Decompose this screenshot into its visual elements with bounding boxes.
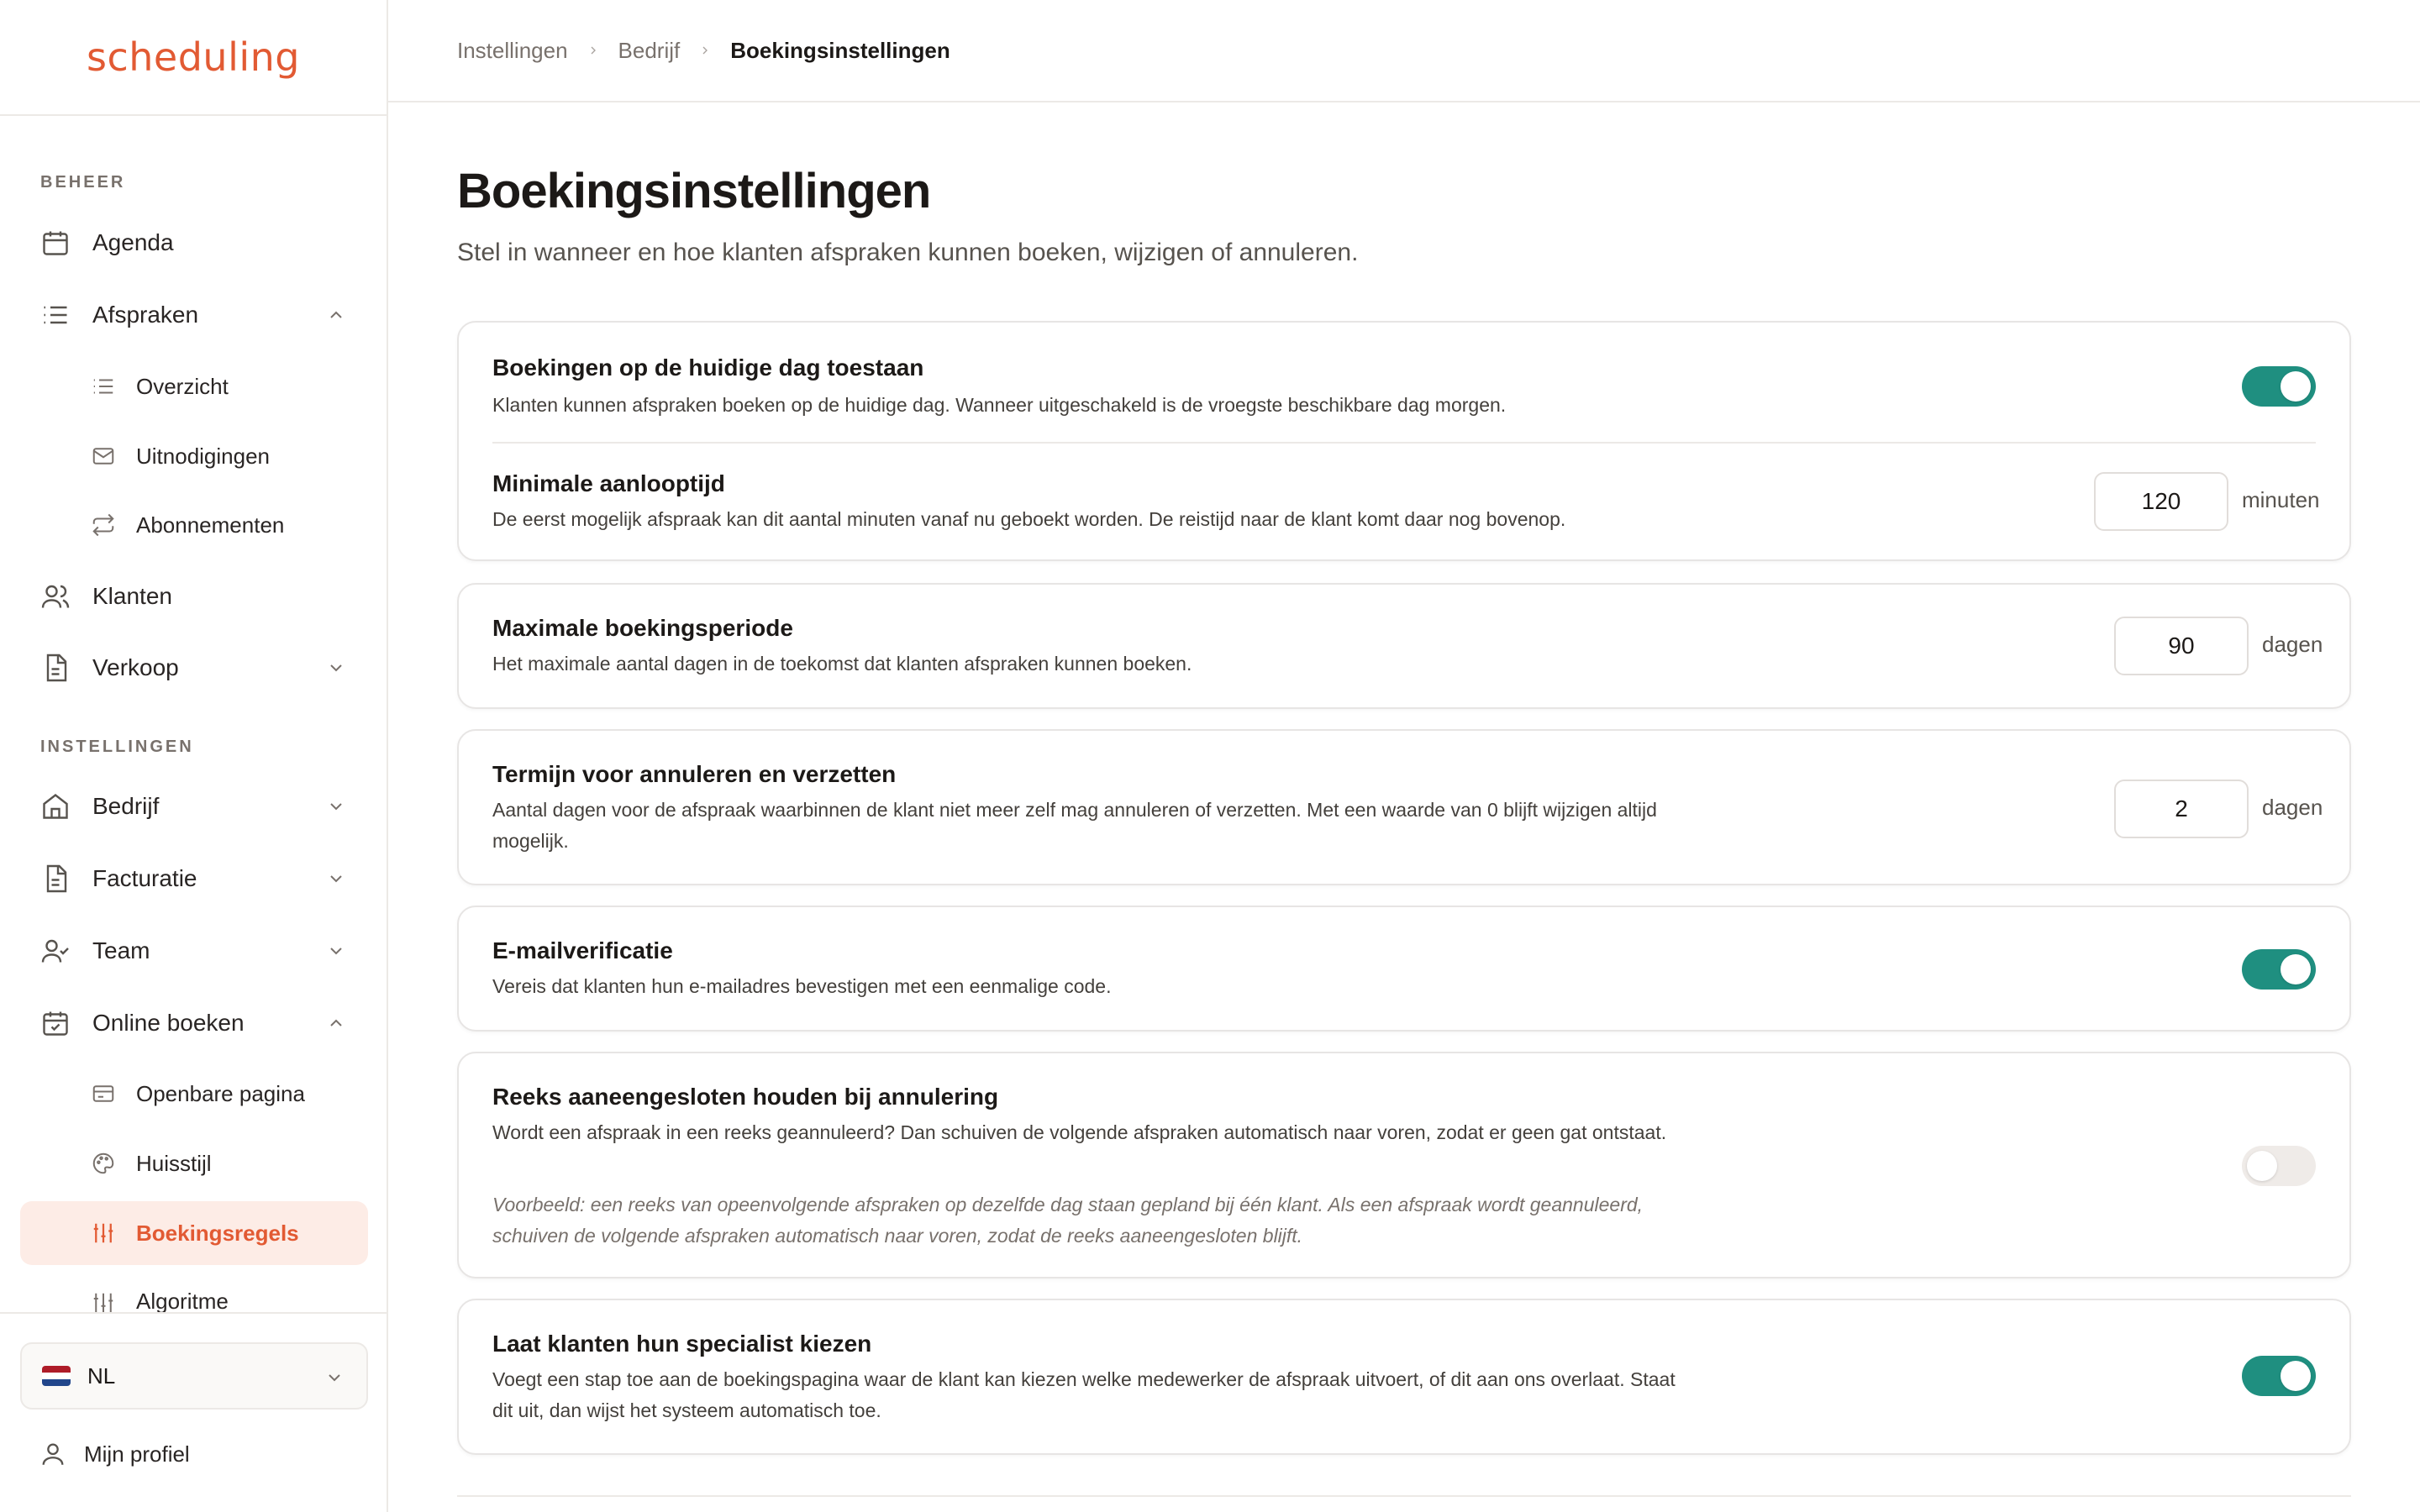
- toggle-knob: [2281, 371, 2311, 402]
- calendar-icon: [39, 226, 72, 260]
- sidebar-item-boekingsregels[interactable]: [20, 1201, 368, 1265]
- chevron-up-icon: [326, 1013, 346, 1033]
- flag-nl-icon: [42, 1366, 71, 1386]
- breadcrumb-instellingen[interactable]: Instellingen: [457, 37, 568, 63]
- settings-card-specialist: [457, 1299, 2351, 1455]
- lead-time-desc: De eerst mogelijk afspraak kan dit aantal minuten vanaf nu geboekt worden. De reistijd naar de klant komt daar nog bovenop.: [492, 508, 1566, 530]
- breadcrumb: [388, 0, 2420, 102]
- document-icon: [39, 862, 72, 895]
- user-icon: [39, 1440, 67, 1468]
- sidebar-item-label: Openbare pagina: [136, 1080, 305, 1106]
- max-period-title: Maximale boekingsperiode: [492, 615, 793, 641]
- users-icon: [39, 580, 72, 613]
- card-icon: [89, 1079, 118, 1108]
- settings-card-max-period: [457, 583, 2351, 709]
- lead-time-unit: minuten: [2242, 487, 2320, 512]
- cancel-term-title: Termijn voor annuleren en verzetten: [492, 761, 897, 787]
- sidebar-item-label: Team: [92, 937, 150, 963]
- sidebar-item-afspraken[interactable]: [20, 282, 368, 348]
- settings-card-timing: [457, 321, 2351, 561]
- settings-card-email-verification: [457, 906, 2351, 1032]
- sidebar-item-label: Klanten: [92, 583, 172, 609]
- palette-icon: [89, 1149, 118, 1178]
- specialist-toggle[interactable]: [2242, 1356, 2316, 1396]
- sidebar: [0, 0, 388, 1512]
- toggle-knob: [2281, 1361, 2311, 1391]
- toggle-knob: [2281, 954, 2311, 984]
- sidebar-item-label: Agenda: [92, 229, 174, 255]
- sidebar-item-huisstijl[interactable]: [20, 1131, 368, 1195]
- sidebar-item-agenda[interactable]: [20, 210, 368, 276]
- lead-time-title: Minimale aanlooptijd: [492, 470, 725, 496]
- sidebar-item-label: Afspraken: [92, 302, 199, 328]
- breadcrumb-bedrijf[interactable]: Bedrijf: [618, 37, 681, 63]
- repeat-icon: [89, 511, 118, 539]
- chevron-right-icon: [587, 44, 600, 57]
- divider: [457, 1495, 2351, 1497]
- sidebar-item-abonnementen[interactable]: [20, 493, 368, 557]
- specialist-title: Laat klanten hun specialist kiezen: [492, 1331, 872, 1357]
- chevron-down-icon: [326, 796, 346, 816]
- cancel-term-unit: dagen: [2262, 795, 2323, 820]
- page-subtitle: Stel in wanneer en hoe klanten afspraken kunnen boeken, wijzigen of annuleren.: [457, 239, 1359, 266]
- sidebar-item-bedrijf[interactable]: [20, 774, 368, 839]
- sidebar-item-label: Boekingsregels: [136, 1220, 299, 1246]
- sidebar-item-label: Verkoop: [92, 654, 179, 680]
- sidebar-item-facturatie[interactable]: [20, 846, 368, 911]
- language-label: NL: [87, 1362, 116, 1389]
- sidebar-item-label: Overzicht: [136, 373, 229, 399]
- series-toggle[interactable]: [2242, 1146, 2316, 1186]
- sidebar-item-openbare-pagina[interactable]: [20, 1062, 368, 1126]
- profile-link[interactable]: [39, 1440, 190, 1468]
- sidebar-item-label: Algoritme: [136, 1289, 229, 1312]
- max-period-unit: dagen: [2262, 632, 2323, 657]
- mail-icon: [89, 442, 118, 470]
- chevron-down-icon: [324, 1368, 345, 1388]
- sidebar-item-online-boeken[interactable]: [20, 990, 368, 1056]
- lead-time-input[interactable]: [2094, 472, 2228, 531]
- sidebar-item-overzicht[interactable]: [20, 354, 368, 418]
- chevron-up-icon: [326, 305, 346, 325]
- sidebar-item-team[interactable]: [20, 918, 368, 984]
- max-period-desc: Het maximale aantal dagen in de toekomst dat klanten afspraken kunnen boeken.: [492, 653, 1192, 675]
- chevron-right-icon: [698, 44, 712, 57]
- series-title: Reeks aaneengesloten houden bij annulering: [492, 1084, 999, 1110]
- breadcrumb-current: Boekingsinstellingen: [730, 37, 950, 63]
- language-select[interactable]: [20, 1342, 368, 1410]
- sidebar-item-label: Huisstijl: [136, 1150, 212, 1176]
- settings-card-cancel-term: [457, 729, 2351, 885]
- chevron-down-icon: [326, 658, 346, 678]
- main-content: [388, 0, 2420, 1512]
- calendar-check-icon: [39, 1006, 72, 1040]
- user-check-icon: [39, 934, 72, 968]
- document-icon: [39, 651, 72, 685]
- logo[interactable]: [0, 0, 387, 116]
- sidebar-item-label: Uitnodigingen: [136, 443, 271, 469]
- specialist-desc: Voegt een stap toe aan de boekingspagina waar de klant kan kiezen welke medewerker de afspraak uitvoert, of dit aan ons overlaat. Staat dit uit, dan wijst het systeem automatisch toe.: [492, 1368, 1676, 1421]
- section-label-instellingen: INSTELLINGEN: [40, 738, 194, 756]
- email-verification-desc: Vereis dat klanten hun e-mailadres bevestigen met een eenmalige code.: [492, 975, 1112, 997]
- list-icon: [39, 298, 72, 332]
- sidebar-footer: [0, 1312, 387, 1512]
- chevron-down-icon: [326, 869, 346, 889]
- sidebar-item-uitnodigingen[interactable]: [20, 424, 368, 488]
- sidebar-item-verkoop[interactable]: [20, 635, 368, 701]
- profile-label: Mijn profiel: [84, 1441, 190, 1467]
- divider: [492, 442, 2316, 444]
- same-day-toggle[interactable]: [2242, 366, 2316, 407]
- home-icon: [39, 790, 72, 823]
- logo-text: scheduling: [87, 34, 300, 80]
- sliders-icon: [89, 1219, 118, 1247]
- list-icon: [89, 372, 118, 401]
- sidebar-item-label: Facturatie: [92, 865, 197, 891]
- sliders-icon: [89, 1289, 118, 1312]
- sidebar-item-label: Online boeken: [92, 1010, 245, 1036]
- section-label-beheer: BEHEER: [40, 173, 126, 192]
- settings-card-series: [457, 1052, 2351, 1278]
- chevron-down-icon: [326, 941, 346, 961]
- same-day-title: Boekingen op de huidige dag toestaan: [492, 354, 924, 381]
- page-title: Boekingsinstellingen: [457, 164, 931, 218]
- email-verification-title: E-mailverificatie: [492, 937, 673, 963]
- sidebar-item-klanten[interactable]: [20, 564, 368, 629]
- cancel-term-input[interactable]: [2114, 780, 2249, 838]
- series-desc: Wordt een afspraak in een reeks geannuleerd? Dan schuiven de volgende afspraken automatisch naar voren, zodat er geen gat ontstaat.: [492, 1121, 1667, 1143]
- cancel-term-desc: Aantal dagen voor de afspraak waarbinnen de klant niet meer zelf mag annuleren of verzetten. Met een waarde van 0 blijft wijzigen altijd mogelijk.: [492, 799, 1657, 852]
- sidebar-item-algoritme[interactable]: [20, 1270, 368, 1312]
- sidebar-item-label: Abonnementen: [136, 512, 285, 538]
- max-period-input[interactable]: [2114, 617, 2249, 675]
- series-example: Voorbeeld: een reeks van opeenvolgende afspraken op dezelfde dag staan gepland bij één klant. Als een afspraak wordt geannuleerd, schuiven de volgende afspraken automatisch naar voren, zodat de reeks aaneengesloten blijft.: [492, 1194, 1644, 1247]
- same-day-desc: Klanten kunnen afspraken boeken op de huidige dag. Wanneer uitgeschakeld is de vroegste beschikbare dag morgen.: [492, 394, 1507, 416]
- toggle-knob: [2247, 1151, 2277, 1181]
- sidebar-item-label: Bedrijf: [92, 793, 160, 819]
- email-verification-toggle[interactable]: [2242, 949, 2316, 990]
